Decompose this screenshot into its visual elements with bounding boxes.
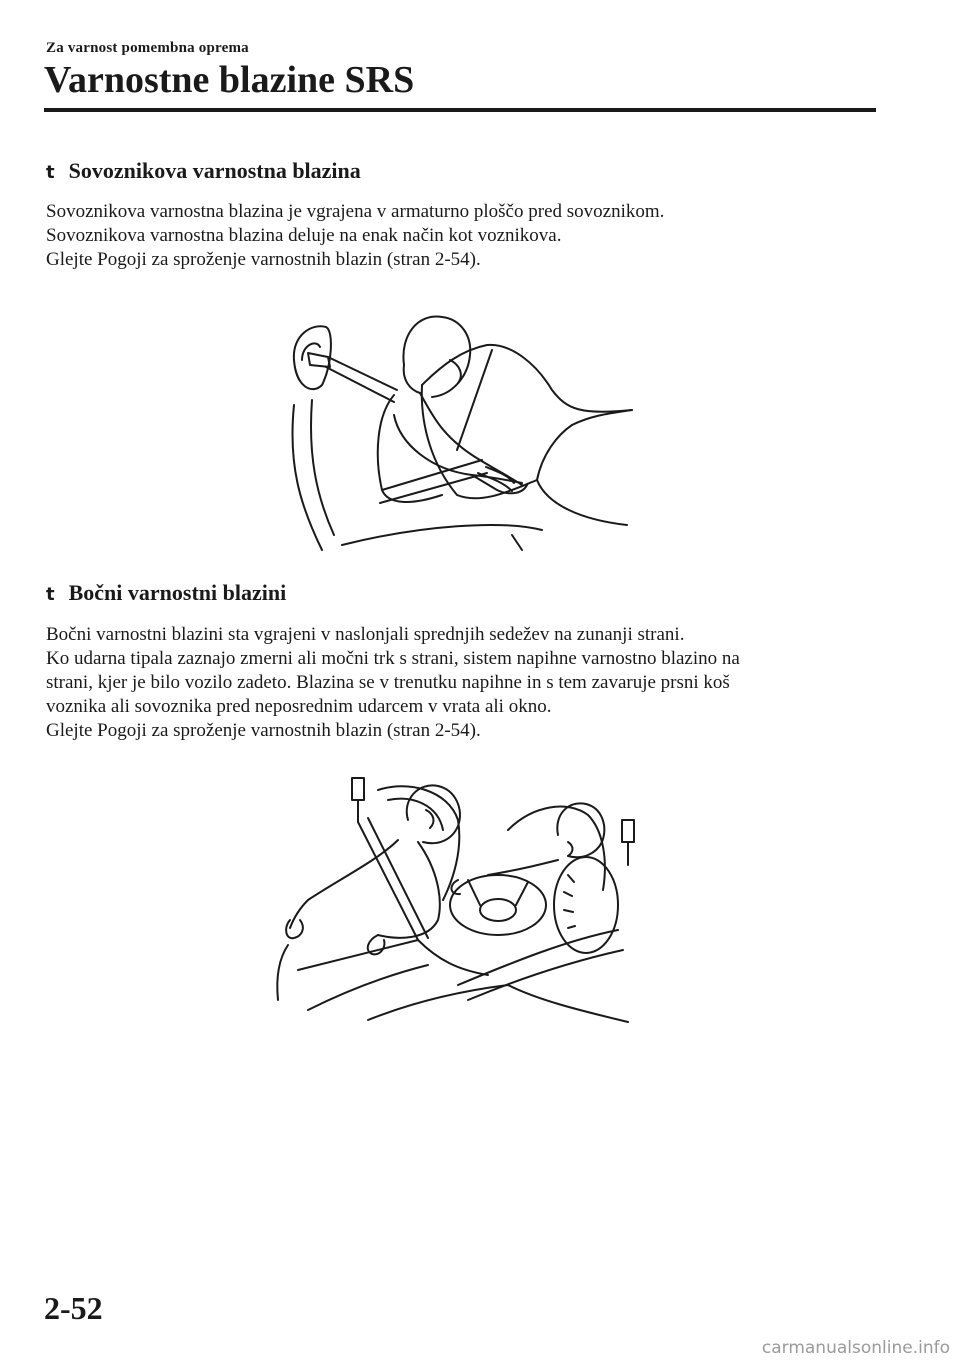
- body-line: Ko udarna tipala zaznajo zmerni ali močni trk s strani, sistem napihne varnostno blazino na: [46, 648, 740, 669]
- section-bullet: t: [46, 584, 55, 605]
- page-number: 2-52: [44, 1290, 103, 1326]
- body-line: Sovoznikova varnostna blazina je vgrajena v armaturno ploščo pred sovoznikom.: [46, 201, 665, 222]
- header-kicker: Za varnost pomembna oprema: [46, 40, 249, 56]
- title-rule: [44, 108, 876, 112]
- passenger-airbag-illustration: [282, 305, 642, 555]
- section-body-passenger-airbag: [46, 200, 876, 272]
- page-title: Varnostne blazine SRS: [44, 59, 415, 101]
- body-line: Bočni varnostni blazini sta vgrajeni v naslonjali sprednjih sedežev na zunanji strani.: [46, 624, 685, 645]
- body-line: strani, kjer je bilo vozilo zadeto. Blazina se v trenutku napihne in s tem zavaruje prsni koš: [46, 672, 730, 693]
- section-title: Sovoznikova varnostna blazina: [68, 158, 361, 183]
- section-heading-passenger-airbag: [46, 158, 361, 184]
- body-line: voznika ali sovoznika pred neposrednim udarcem v vrata ali okno.: [46, 696, 552, 717]
- side-airbag-illustration: [268, 770, 638, 1030]
- section-heading-side-airbags: [46, 580, 286, 606]
- section-title: Bočni varnostni blazini: [68, 580, 287, 605]
- body-line: Glejte Pogoji za sproženje varnostnih blazin (stran 2-54).: [46, 720, 481, 741]
- body-line: Glejte Pogoji za sproženje varnostnih blazin (stran 2-54).: [46, 249, 481, 270]
- body-line: Sovoznikova varnostna blazina deluje na enak način kot voznikova.: [46, 225, 562, 246]
- section-body-side-airbags: [46, 623, 876, 743]
- section-bullet: t: [46, 162, 55, 183]
- watermark: carmanualsonline.info: [761, 1338, 950, 1358]
